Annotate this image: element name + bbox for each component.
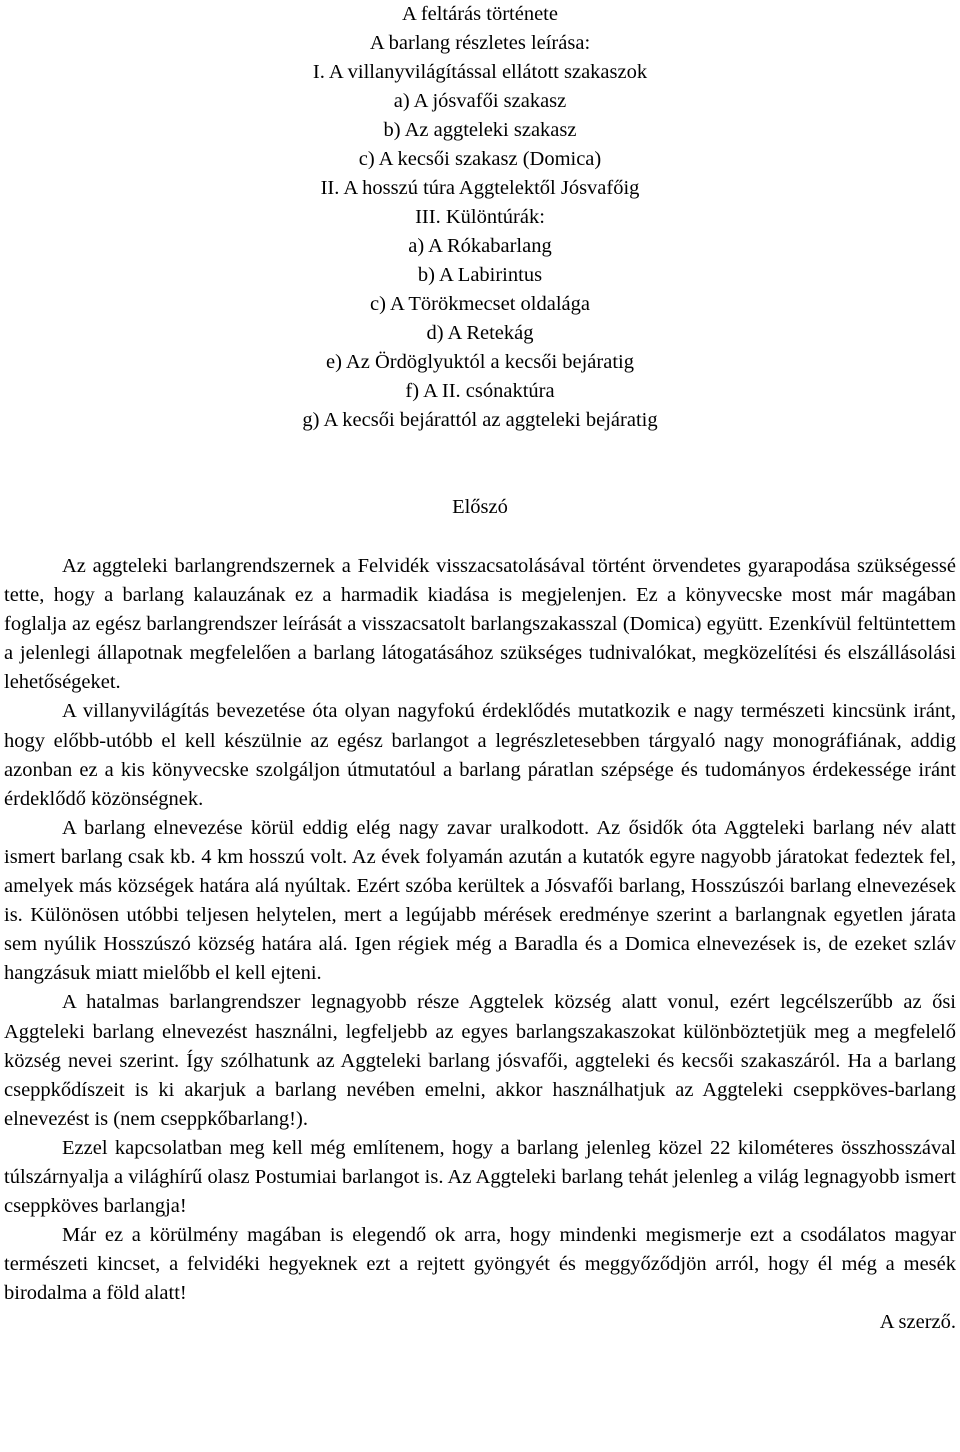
preface-paragraph: Az aggteleki barlangrendszernek a Felvidék visszacsatolásával történt örvendetes gyarapodása szükségessé tette, hogy a barlang kalauzának ez a harmadik kiadása is megjelenjen. Ez a könyvecske most már magában foglalja az egész barlangrendszer leírását a visszacsatolt barlangszakasszal (Domica) együtt. Ezenkívül feltüntettem a jelenlegi állapotnak megfelelően a barlang látogatásához szükséges tudnivalókat, megközelítési és elszállásolási lehetőségeket.: [4, 555, 956, 694]
table-of-contents: [0, 0, 960, 435]
toc-line: b) A Labirintus: [417, 264, 543, 286]
toc-line: a) A jósvafői szakasz: [393, 90, 567, 112]
preface-heading: Előszó: [452, 496, 508, 518]
toc-line: A feltárás története: [402, 3, 558, 25]
preface-paragraph: Már ez a körülmény magában is elegendő ok arra, hogy mindenki megismerje ezt a csodálatos magyar természeti kincset, a felvidéki hegyeknek ezt a rejtett gyöngyét és meggyőződjön arról, hogy él még a mesék birodalma a föld alatt!: [4, 1224, 956, 1305]
author-signature: A szerző.: [879, 1311, 956, 1334]
toc-line: b) Az aggteleki szakasz: [383, 119, 577, 141]
toc-line: III. Különtúrák:: [415, 206, 545, 228]
toc-line: g) A kecsői bejárattól az aggteleki bejáratig: [302, 409, 658, 431]
preface-paragraph: Ezzel kapcsolatban meg kell még említenem, hogy a barlang jelenleg közel 22 kilométeres összhosszával túlszárnyalja a világhírű olasz Postumiai barlangot is. Az Aggteleki barlang tehát jelenleg a világ legnagyobb ismert cseppköves barlangja!: [4, 1136, 956, 1218]
toc-line: I. A villanyvilágítással ellátott szakaszok: [312, 61, 648, 83]
toc-line: a) A Rókabarlang: [408, 235, 552, 257]
toc-line: e) Az Ördöglyuktól a kecsői bejáratig: [326, 351, 634, 373]
preface-paragraph: A villanyvilágítás bevezetése óta olyan nagyfokú érdeklődés mutatkozik e nagy természeti kincsünk iránt, hogy előbb-utóbb el kell készülnie az egész barlangot a legrészletesebben tárgyaló nagy monográfiának, addig azonban ez a kis könyvecske szolgáljon útmutatóul a barlang páratlan szépsége és tudományos érdekessége iránt érdeklődő közönségnek.: [4, 700, 956, 810]
toc-line: d) A Retekág: [426, 322, 534, 344]
toc-line: II. A hosszú túra Aggtelektől Jósvafőig: [320, 177, 640, 199]
preface-body: [4, 552, 956, 1338]
toc-line: c) A Törökmecset oldalága: [370, 293, 590, 315]
preface-paragraph: A hatalmas barlangrendszer legnagyobb része Aggtelek község alatt vonul, ezért legcélszerűbb az ősi Aggteleki barlang elnevezést használni, legfeljebb az egyes barlangszakaszokat különböztetjük meg a megfelelő község nevei szerint. Így szólhatunk az Aggteleki barlang jósvafői, aggteleki és kecsői szakaszáról. Ha a barlang cseppkődíszeit is ki akarjuk a barlang nevében emelni, akkor használhatjuk az Aggteleki cseppköves-barlang elnevezést is (nem cseppkőbarlang!).: [4, 991, 956, 1130]
toc-line: A barlang részletes leírása:: [369, 32, 591, 54]
toc-line: c) A kecsői szakasz (Domica): [358, 148, 602, 170]
preface-paragraph: A barlang elnevezése körül eddig elég nagy zavar uralkodott. Az ősidők óta Aggteleki barlang név alatt ismert barlang csak kb. 4 km hosszú volt. Az évek folyamán azután a kutatók egyre nagyobb járatokat fedeztek fel, amelyek más községek határa alá nyúltak. Ezért szóba kerültek a Jósvafői barlang, Hosszúszói barlang elnevezések is. Különösen utóbbi teljesen helytelen, mert a legújabb mérések eredménye szerint a barlangnak egyetlen járata sem nyúlik Hosszúszó község határa alá. Igen régiek még a Baradla és a Domica elnevezések is, de ezeket szláv hangzásuk miatt mielőbb el kell ejteni.: [4, 816, 956, 985]
toc-line: f) A II. csónaktúra: [405, 380, 555, 402]
